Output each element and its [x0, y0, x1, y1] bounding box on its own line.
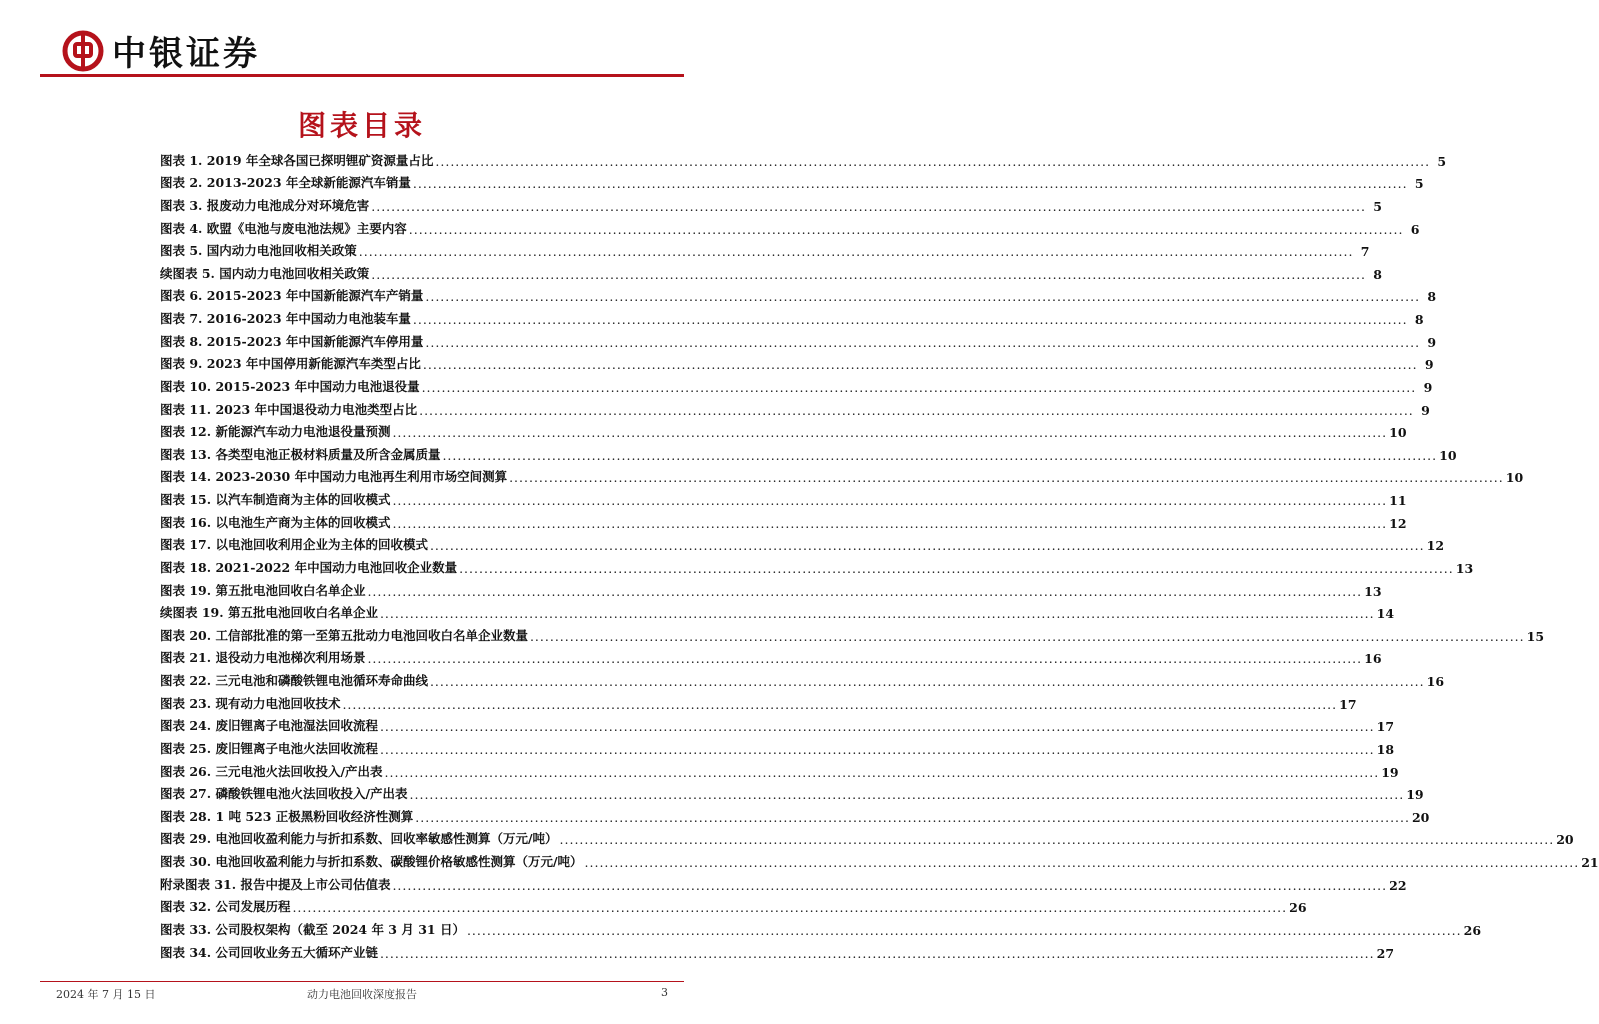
toc-entry[interactable]: [160, 214, 1420, 237]
toc-entry[interactable]: [160, 734, 1395, 757]
toc-entry[interactable]: [160, 191, 1382, 214]
page-header: [0, 0, 724, 80]
toc-entry-label: 图表 10. 2015-2023 年中国动力电池退役量: [160, 378, 420, 394]
toc-entry-label: 图表 2. 2013-2023 年全球新能源汽车销量: [160, 175, 411, 191]
toc-dot-leader: ........................................................................................................................................................................................................: [584, 855, 1580, 870]
toc-dot-leader: ........................................................................................................................................................................................................: [422, 357, 1418, 373]
toc-entry-label: 图表 29. 电池回收盈利能力与折扣系数、回收率敏感性测算（万元/吨）: [160, 831, 558, 847]
toc-entry-page: 17: [1339, 696, 1357, 712]
toc-dot-leader: ........................................................................................................................................................................................................: [367, 651, 1363, 667]
toc-entry-label: 图表 4. 欧盟《电池与废电池法规》主要内容: [160, 220, 407, 236]
toc-dot-leader: ........................................................................................................................................................................................................: [425, 334, 1421, 350]
footer-report-title: 动力电池回收深度报告: [307, 988, 417, 1001]
toc-entry-label: 图表 11. 2023 年中国退役动力电池类型占比: [160, 401, 418, 417]
toc-entry-label: 图表 17. 以电池回收利用企业为主体的回收模式: [160, 537, 428, 553]
toc-dot-leader: ........................................................................................................................................................................................................: [408, 221, 1404, 237]
toc-entry[interactable]: [160, 847, 1599, 870]
toc-entry-page: 5: [1373, 198, 1382, 214]
toc-dot-leader: ........................................................................................................................................................................................................: [559, 832, 1555, 848]
toc-dot-leader: ........................................................................................................................................................................................................: [384, 764, 1380, 780]
toc-dot-leader: ........................................................................................................................................................................................................: [358, 244, 1354, 260]
toc-dot-leader: ........................................................................................................................................................................................................: [367, 583, 1363, 599]
toc-dot-leader: ........................................................................................................................................................................................................: [379, 741, 1375, 757]
toc-entry-label: 图表 30. 电池回收盈利能力与折扣系数、碳酸锂价格敏感性测算（万元/吨）: [160, 854, 583, 869]
toc-entry-page: 16: [1364, 651, 1382, 667]
toc-entry-page: 12: [1389, 515, 1407, 531]
toc-entry-page: 13: [1455, 560, 1474, 576]
toc-entry-label: 图表 34. 公司回收业务五大循环产业链: [160, 944, 378, 960]
toc-entry[interactable]: [160, 802, 1430, 825]
toc-entry[interactable]: [160, 576, 1382, 599]
toc-entry-label: 图表 20. 工信部批准的第一至第五批动力电池回收白名单企业数量: [160, 627, 528, 643]
toc-entry-page: 13: [1364, 583, 1382, 599]
toc-entry-label: 图表 21. 退役动力电池梯次利用场景: [160, 650, 366, 666]
toc-dot-leader: ........................................................................................................................................................................................................: [392, 877, 1388, 893]
toc-entry-page: 19: [1406, 787, 1424, 803]
toc-entry[interactable]: [160, 870, 1407, 893]
toc-dot-leader: ........................................................................................................................................................................................................: [292, 900, 1288, 916]
toc-entry[interactable]: [160, 327, 1437, 350]
toc-entry-page: 9: [1427, 334, 1437, 350]
toc-entry[interactable]: [160, 938, 1395, 961]
footer-page-number: 3: [661, 986, 668, 999]
toc-entry-label: 图表 24. 废旧锂离子电池湿法回收流程: [160, 718, 378, 734]
brand-name: 中银证券: [112, 34, 260, 74]
toc-entry-label: 续图表 5. 国内动力电池回收相关政策: [160, 265, 370, 281]
toc-entry-label: 图表 32. 公司发展历程: [160, 899, 291, 915]
toc-entry[interactable]: [160, 915, 1482, 938]
header-divider: [40, 74, 684, 77]
toc-entry-page: 20: [1556, 832, 1574, 848]
toc-entry-page: 10: [1505, 470, 1524, 486]
toc-entry-label: 图表 14. 2023-2030 年中国动力电池再生利用市场空间测算: [160, 469, 508, 485]
toc-entry[interactable]: [160, 531, 1445, 554]
toc-entry-label: 图表 28. 1 吨 523 正极黑粉回收经济性测算: [160, 808, 414, 824]
toc-entry[interactable]: [160, 644, 1382, 667]
toc-dot-leader: ........................................................................................................................................................................................................: [409, 787, 1405, 803]
toc-entry-label: 图表 9. 2023 年中国停用新能源汽车类型占比: [160, 356, 421, 372]
toc-entry-page: 10: [1439, 447, 1457, 463]
footer-date: 2024 年 7 月 15 日: [56, 988, 156, 1001]
toc-entry[interactable]: [160, 666, 1445, 689]
toc-dot-leader: ........................................................................................................................................................................................................: [379, 606, 1375, 622]
toc-dot-leader: ........................................................................................................................................................................................................: [429, 674, 1425, 689]
toc-entry-label: 图表 16. 以电池生产商为主体的回收模式: [160, 514, 391, 530]
toc-entry-label: 续图表 19. 第五批电池回收白名单企业: [160, 605, 378, 621]
toc-entry[interactable]: [160, 893, 1307, 916]
toc-entry-label: 图表 3. 报废动力电池成分对环境危害: [160, 197, 370, 213]
toc-dot-leader: ........................................................................................................................................................................................................: [429, 538, 1425, 554]
toc-entry-page: 7: [1360, 244, 1370, 260]
toc-dot-leader: ........................................................................................................................................................................................................: [392, 493, 1388, 508]
toc-entry-label: 图表 5. 国内动力电池回收相关政策: [160, 243, 357, 259]
toc-entry-page: 19: [1381, 764, 1399, 780]
page-title: 图表目录: [297, 109, 426, 142]
toc-dot-leader: ........................................................................................................................................................................................................: [529, 628, 1525, 644]
toc-dot-leader: ........................................................................................................................................................................................................: [379, 719, 1375, 735]
toc-entry-label: 图表 8. 2015-2023 年中国新能源汽车停用量: [160, 333, 424, 349]
toc-dot-leader: ........................................................................................................................................................................................................: [419, 402, 1414, 418]
toc-dot-leader: ........................................................................................................................................................................................................: [415, 809, 1410, 825]
toc-entry[interactable]: [160, 485, 1407, 508]
toc-entry-page: 12: [1426, 538, 1445, 554]
toc-dot-leader: ........................................................................................................................................................................................................: [509, 470, 1504, 486]
toc-dot-leader: ........................................................................................................................................................................................................: [392, 425, 1388, 441]
toc-entry[interactable]: [160, 621, 1545, 644]
bank-of-china-logo-icon: [62, 30, 104, 72]
toc-entry-label: 图表 33. 公司股权架构（截至 2024 年 3 月 31 日）: [160, 921, 465, 937]
toc-dot-leader: ........................................................................................................................................................................................................: [379, 945, 1375, 961]
toc-entry-page: 17: [1376, 719, 1395, 735]
toc-entry-label: 图表 18. 2021-2022 年中国动力电池回收企业数量: [160, 559, 458, 575]
toc-entry-label: 图表 6. 2015-2023 年中国新能源汽车产销量: [160, 288, 424, 304]
toc-entry[interactable]: [160, 169, 1424, 192]
toc-entry-label: 图表 22. 三元电池和磷酸铁锂电池循环寿命曲线: [160, 673, 428, 688]
toc-dot-leader: ........................................................................................................................................................................................................: [371, 266, 1366, 282]
toc-entry-page: 10: [1389, 425, 1407, 441]
toc-entry[interactable]: [160, 418, 1407, 441]
toc-entry[interactable]: [160, 372, 1433, 395]
toc-entry-page: 11: [1389, 493, 1407, 508]
toc-entry-page: 8: [1373, 266, 1382, 282]
toc-entry-label: 图表 12. 新能源汽车动力电池退役量预测: [160, 424, 391, 440]
toc-entry-page: 8: [1414, 312, 1424, 327]
toc-entry[interactable]: [160, 508, 1407, 531]
toc-entry-page: 20: [1411, 809, 1430, 825]
toc-entry-page: 9: [1423, 379, 1433, 395]
toc-entry-page: 9: [1421, 402, 1430, 418]
toc-dot-leader: ........................................................................................................................................................................................................: [466, 922, 1462, 938]
toc-entry-page: 27: [1376, 945, 1395, 961]
footer-divider: [40, 981, 684, 982]
toc-entry[interactable]: [160, 350, 1434, 373]
toc-entry[interactable]: [160, 689, 1357, 712]
toc-dot-leader: ........................................................................................................................................................................................................: [412, 312, 1408, 327]
toc-entry[interactable]: [160, 282, 1437, 305]
toc-entry[interactable]: [160, 237, 1370, 260]
toc-entry-label: 附录图表 31. 报告中提及上市公司估值表: [160, 876, 391, 892]
toc-dot-leader: ........................................................................................................................................................................................................: [392, 515, 1388, 531]
toc-entry[interactable]: [160, 553, 1474, 576]
toc-dot-leader: ........................................................................................................................................................................................................: [371, 198, 1366, 214]
toc-dot-leader: ........................................................................................................................................................................................................: [442, 447, 1438, 463]
toc-entry[interactable]: [160, 599, 1395, 622]
toc-entry-label: 图表 1. 2019 年全球各国已探明锂矿资源量占比: [160, 152, 434, 168]
toc-entry-page: 5: [1414, 176, 1424, 192]
toc-entry-page: 16: [1426, 674, 1445, 689]
toc-entry-page: 15: [1526, 628, 1545, 644]
toc-entry-page: 9: [1424, 357, 1434, 373]
toc-entry[interactable]: [160, 146, 1447, 169]
toc-entry[interactable]: [160, 712, 1395, 735]
toc-entry[interactable]: [160, 259, 1382, 282]
toc-entry-page: 26: [1463, 922, 1482, 938]
toc-entry-page: 18: [1376, 741, 1395, 757]
toc-entry[interactable]: [160, 825, 1574, 848]
toc-entry[interactable]: [160, 780, 1424, 803]
toc-entry[interactable]: [160, 395, 1430, 418]
toc-dot-leader: ........................................................................................................................................................................................................: [421, 379, 1417, 395]
toc-entry[interactable]: [160, 304, 1424, 327]
toc-entry-label: 图表 25. 废旧锂离子电池火法回收流程: [160, 740, 378, 756]
toc-dot-leader: ........................................................................................................................................................................................................: [412, 176, 1408, 192]
toc-entry-label: 图表 27. 磷酸铁锂电池火法回收投入/产出表: [160, 786, 408, 802]
toc-entry[interactable]: [160, 463, 1524, 486]
toc-entry[interactable]: [160, 440, 1457, 463]
toc-dot-leader: ........................................................................................................................................................................................................: [459, 560, 1454, 576]
toc-entry-page: 21: [1581, 855, 1599, 870]
toc-entry-page: 22: [1389, 877, 1407, 893]
toc-entry-label: 图表 13. 各类型电池正极材料质量及所含金属质量: [160, 446, 441, 462]
toc-entry-page: 6: [1410, 221, 1420, 237]
toc-entry-label: 图表 19. 第五批电池回收白名单企业: [160, 582, 366, 598]
toc-entry-page: 8: [1427, 289, 1437, 305]
toc-dot-leader: ........................................................................................................................................................................................................: [342, 696, 1338, 712]
toc-entry-page: 26: [1289, 900, 1307, 916]
toc-entry-page: 5: [1437, 153, 1447, 169]
toc-dot-leader: ........................................................................................................................................................................................................: [425, 289, 1421, 305]
toc-dot-leader: ........................................................................................................................................................................................................: [435, 153, 1431, 169]
toc-entry-label: 图表 15. 以汽车制造商为主体的回收模式: [160, 492, 391, 507]
toc-entry-label: 图表 26. 三元电池火法回收投入/产出表: [160, 763, 383, 779]
toc-entry-label: 图表 23. 现有动力电池回收技术: [160, 695, 341, 711]
table-of-figures: [160, 146, 1599, 961]
toc-entry-page: 14: [1376, 606, 1395, 622]
toc-entry[interactable]: [160, 757, 1399, 780]
toc-entry-label: 图表 7. 2016-2023 年中国动力电池装车量: [160, 311, 411, 326]
